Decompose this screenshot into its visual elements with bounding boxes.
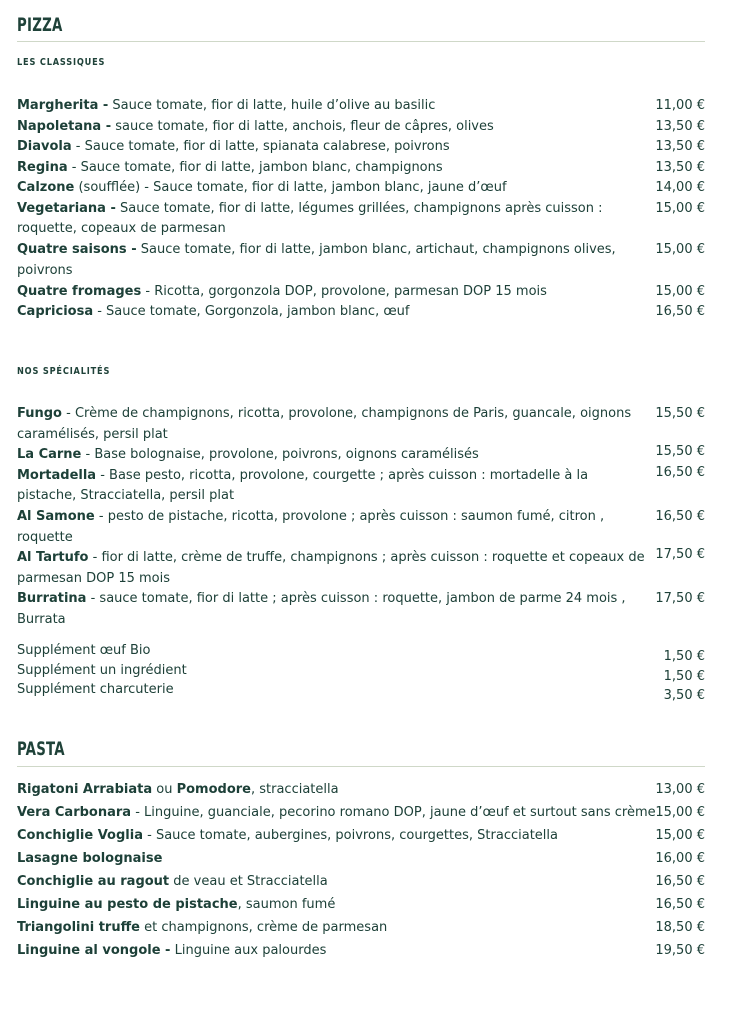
supplement-price: 3,50 € [663,688,705,703]
item-price: 15,00 € [655,805,705,820]
item-price: 15,00 € [655,828,705,843]
item-desc: Sauce tomate, fior di latte, jambon blanc, artichaut, champignons olives, poivrons [17,242,616,278]
item-desc: - Base pesto, ricotta, provolone, courgette ; après cuisson : mortadelle à la pistache, Stracciatella, persil plat [17,467,589,503]
item-desc: - Ricotta, gorgonzola DOP, provolone, parmesan DOP 15 mois [141,283,547,299]
item-price: 13,00 € [655,782,705,797]
item-name: Mortadella [17,467,97,483]
item-desc: et champignons, crème de parmesan [139,920,388,935]
pizza-section-title: PIZZA [17,14,63,36]
item-price: 15,50 € [655,406,705,421]
item-name: Conchiglie Voglia [17,828,143,843]
item-desc: - Sauce tomate, fior di latte, jambon blanc, champignons [67,159,443,175]
item-desc: - pesto de pistache, ricotta, provolone ; après cuisson : saumon fumé, citron , roquette [17,509,605,545]
supplements-labels [17,641,187,700]
item-desc: Sauce tomate, fior di latte, huile d’olive au basilic [108,98,436,113]
item-desc: de veau et Stracciatella [169,874,328,889]
item-desc: sauce tomate, fior di latte, anchois, fleur de câpres, olives [111,118,494,134]
item-name: Calzone [17,180,75,195]
item-name: Rigatoni Arrabiata [17,782,153,797]
supplement-label: Supplément œuf Bio [17,643,151,658]
item-name: Napoletana - [17,118,112,134]
pizza-section-rule [17,41,705,42]
specialites-subtitle: NOS SPÉCIALITÉS [17,366,111,377]
item-desc: (soufflée) - Sauce tomate, fior di latte, jambon blanc, jaune d’œuf [74,180,507,195]
item-name: Diavola [17,139,72,154]
item-desc: - sauce tomate, fior di latte ; après cuisson : roquette, jambon de parme 24 mois , Burrata [17,591,626,627]
item-name: Quatre fromages [17,283,142,299]
item-price: 17,50 € [655,547,705,562]
item-desc: - Sauce tomate, aubergines, poivrons, courgettes, Stracciatella [142,828,558,843]
item-desc: Sauce tomate, fior di latte, légumes grillées, champignons après cuisson : roquette, copeaux de parmesan [17,200,603,236]
item-price: 11,00 € [655,98,705,113]
item-desc: - Sauce tomate, fior di latte, spianata calabrese, poivrons [71,139,450,154]
item-price: 16,00 € [655,851,705,866]
item-price: 13,50 € [655,118,705,134]
item-price: 16,50 € [655,464,705,480]
item-name: Al Samone [17,509,95,524]
item-price: 16,50 € [655,874,705,889]
item-price: 13,50 € [655,139,705,154]
item-name: Triangolini truffe [17,920,140,935]
supplement-price: 1,50 € [663,668,705,684]
pasta-section-rule [17,766,705,767]
item-name: Capriciosa [17,304,94,319]
item-price: 16,50 € [655,509,705,524]
item-name: La Carne [17,447,82,462]
item-price: 16,50 € [655,304,705,319]
pasta-section-title: PASTA [17,738,65,760]
item-name: Vegetariana - [17,200,116,216]
item-price: 14,00 € [655,180,705,195]
item-price: 15,00 € [655,283,705,299]
item-price: 17,50 € [655,591,705,606]
item-desc: - Base bolognaise, provolone, poivrons, oignons caramélisés [81,447,479,462]
item-name: Vera Carbonara [17,805,132,820]
item-price: 15,00 € [655,242,705,257]
item-price: 15,50 € [655,444,705,459]
item-desc: , saumon fumé [237,897,336,912]
item-desc: - fior di latte, crème de truffe, champignons ; après cuisson : roquette et copeaux de parmesan DOP 15 mois [17,550,645,586]
item-name: Fungo [17,406,62,421]
item-name: Quatre saisons - [17,242,137,257]
supplements-prices [664,647,705,706]
item-desc: - Linguine, guanciale, pecorino romano DOP, jaune d’œuf et surtout sans crème [131,805,656,820]
item-price: 15,00 € [655,200,705,216]
item-price: 13,50 € [655,159,705,175]
classiques-subtitle: LES CLASSIQUES [17,57,106,68]
item-name: Linguine au pesto de pistache [17,897,238,912]
item-name-alt: Pomodore [176,782,251,797]
item-name: Linguine al vongole - [17,943,171,958]
supplement-label: Supplément un ingrédient [17,662,187,678]
item-price: 19,50 € [655,943,705,958]
item-price: 16,50 € [655,897,705,912]
item-name: Burratina [17,591,87,606]
item-price: 18,50 € [655,920,705,935]
item-desc: - Sauce tomate, Gorgonzola, jambon blanc, œuf [93,304,410,319]
item-desc: - Crème de champignons, ricotta, provolone, champignons de Paris, guancale, oignons caramélisés, persil plat [17,406,632,442]
item-name: Regina [17,159,68,175]
supplement-price: 1,50 € [663,649,705,664]
item-name: Lasagne bolognaise [17,851,163,866]
item-name: Al Tartufo [17,550,89,565]
supplement-label: Supplément charcuterie [17,682,174,697]
item-desc: , stracciatella [250,782,339,797]
item-desc: Linguine aux palourdes [170,943,327,958]
item-name: Conchiglie au ragout [17,874,170,889]
item-connector: ou [152,782,177,797]
item-name: Margherita - [17,98,109,113]
